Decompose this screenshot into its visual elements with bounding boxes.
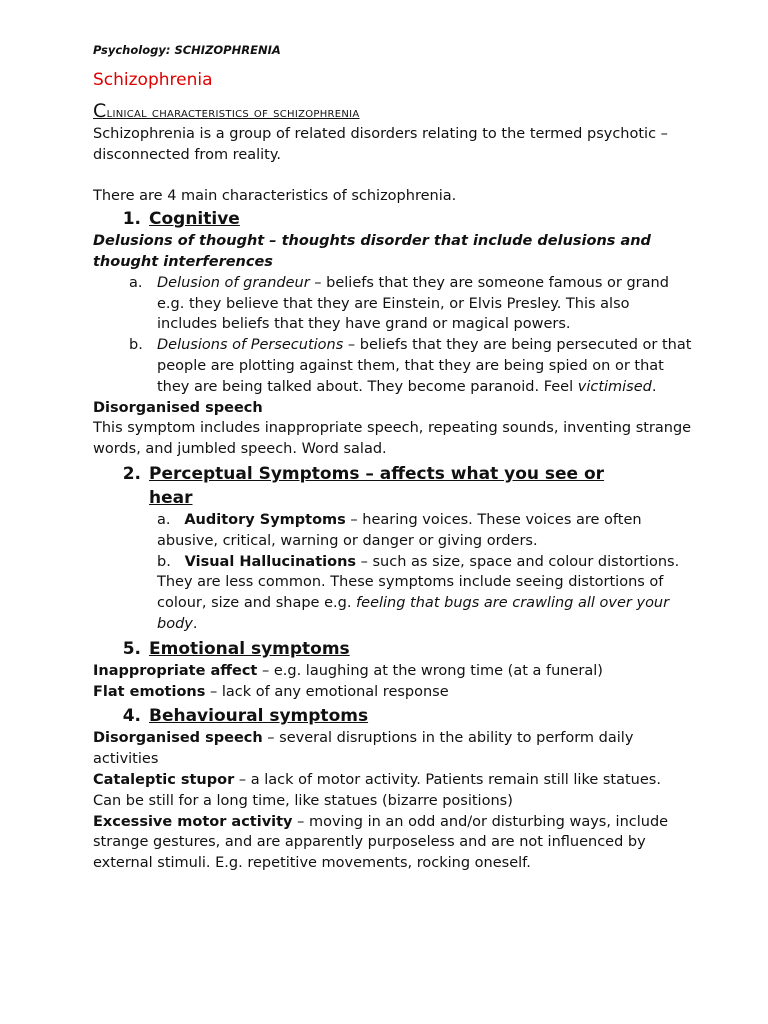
heading-number: 2. xyxy=(122,463,141,484)
heading-number: 4. xyxy=(122,706,141,727)
section-heading-initial: C xyxy=(93,100,107,122)
item-term: Delusion of grandeur xyxy=(157,274,310,291)
list-item-visual xyxy=(157,552,693,635)
page-header: Psychology: SCHIZOPHRENIA xyxy=(93,43,281,57)
term: Flat emotions xyxy=(93,683,206,700)
disorganised-speech-heading: Disorganised speech xyxy=(93,399,263,416)
item-term: Visual Hallucinations xyxy=(184,553,357,570)
item-italic: victimised xyxy=(577,378,652,395)
item-label: b. xyxy=(129,337,143,354)
item-text: – beliefs that they are being persecuted or that people are plotting against them, that they are being spied on or that they are being talked about. They become paranoid. Feel xyxy=(157,337,692,395)
text: – moving in an odd and/or disturbing ways, include strange gestures, and are apparently purposeless and are not influenced by external stimuli. E.g. repetitive movements, rocking oneself. xyxy=(93,813,669,872)
item-text: – hearing voices. These voices are often abusive, critical, warning or danger or giving orders. xyxy=(157,511,642,549)
emotional-line-1 xyxy=(93,661,693,682)
item-term: Auditory Symptoms xyxy=(184,511,346,528)
intro-summary: There are 4 main characteristics of schizophrenia. xyxy=(93,188,457,205)
term: Cataleptic stupor xyxy=(93,771,235,788)
behavioural-line-3 xyxy=(93,812,693,874)
term: Disorganised speech xyxy=(93,730,263,747)
emotional-line-2 xyxy=(93,682,693,703)
behavioural-line-2 xyxy=(93,770,693,812)
heading-text: Perceptual Symptoms – affects what you see or hear xyxy=(149,463,605,508)
item-text: – beliefs that they are someone famous or grand e.g. they believe that they are Einstein, or Elvis Presley. This also includes beliefs that they have grand or magical powers. xyxy=(157,274,669,333)
text: – several disruptions in the ability to perform daily activities xyxy=(93,730,634,768)
item-body xyxy=(157,273,693,335)
item-term: Delusions of Persecutions xyxy=(157,337,344,354)
item-italic: feeling that bugs are crawling all over your body xyxy=(157,595,670,632)
list-item-auditory xyxy=(157,510,693,552)
item-body xyxy=(157,335,693,397)
term: Excessive motor activity xyxy=(93,813,293,830)
text: – e.g. laughing at the wrong time (at a funeral) xyxy=(257,662,603,679)
item-end: . xyxy=(651,378,657,395)
heading-emotional xyxy=(93,637,693,661)
item-text: – such as size, space and colour distortions. They are less common. These symptoms include seeing distortions of colour, size and shape e.g. xyxy=(157,553,680,612)
heading-text: Emotional symptoms xyxy=(149,638,350,659)
heading-perceptual xyxy=(93,462,693,510)
heading-number: 1. xyxy=(122,209,141,230)
spacer xyxy=(93,166,693,187)
heading-cognitive xyxy=(93,207,693,231)
text: – lack of any emotional response xyxy=(205,683,449,700)
term: Inappropriate affect xyxy=(93,662,258,679)
text: – a lack of motor activity. Patients remain still like statues. Can be still for a long time, like statues (bizarre positions) xyxy=(93,771,661,809)
section-heading xyxy=(93,100,693,124)
disorganised-speech-text: This symptom includes inappropriate speech, repeating sounds, inventing strange words, and jumbled speech. Word salad. xyxy=(93,420,692,458)
document-body xyxy=(93,42,693,874)
heading-text: Cognitive xyxy=(149,209,240,230)
heading-behavioural xyxy=(93,704,693,728)
behavioural-line-1 xyxy=(93,728,693,770)
item-label: a. xyxy=(129,274,143,291)
item-label: a. xyxy=(157,511,171,528)
item-end: . xyxy=(192,615,198,632)
item-label: b. xyxy=(157,553,171,570)
heading-text: Behavioural symptoms xyxy=(149,706,369,727)
list-item-grandeur xyxy=(129,273,693,335)
heading-number: 5. xyxy=(122,638,141,659)
delusions-of-thought-subheading: Delusions of thought – thoughts disorder that include delusions and thought interferences xyxy=(93,233,651,270)
section-heading-rest: linical characteristics of schizophrenia xyxy=(106,105,360,121)
list-item-persecution xyxy=(129,335,693,397)
intro-paragraph: Schizophrenia is a group of related disorders relating to the termed psychotic – disconnected from reality. xyxy=(93,126,668,163)
document-title: Schizophrenia xyxy=(93,70,213,90)
